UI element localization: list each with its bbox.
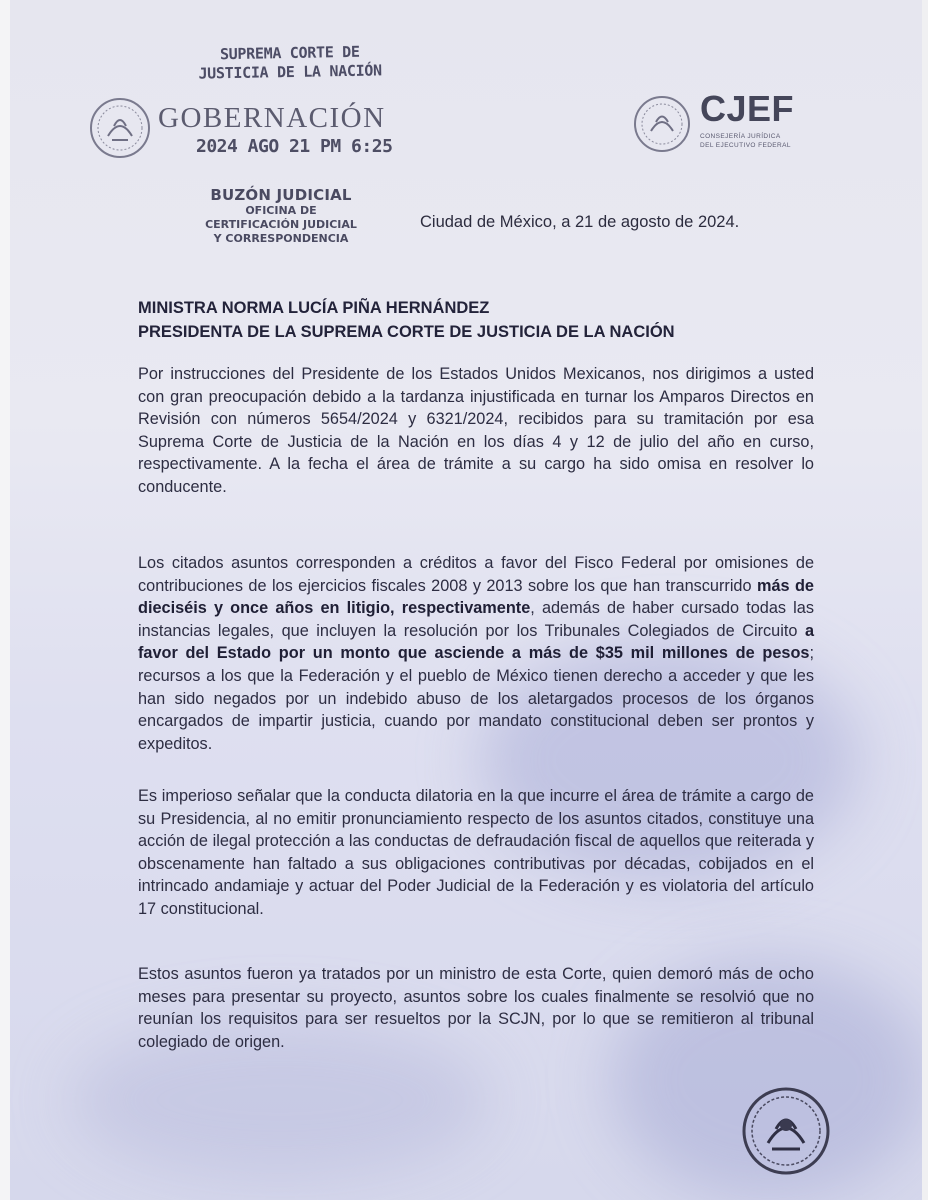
cjef-subtitle-line-2: DEL EJECUTIVO FEDERAL xyxy=(700,142,791,149)
office-line-2: CERTIFICACIÓN JUDICIAL xyxy=(205,218,357,231)
agency-name: GOBERNACIÓN xyxy=(158,102,386,134)
cjef-logo: CJEF xyxy=(700,88,795,129)
paragraph-3: Es imperioso señalar que la conducta dilatoria en la que incurre el área de trámite a cargo de su Presidencia, al no emitir pronunciamiento respecto de los asuntos citados, constituye una acción de ilegal protección a las conductas de defraudación fiscal de aquellos que reiterada y obscenamente han faltado a sus obligaciones contributivas por décadas, cobijados en el intrincado andamiaje y actuar del Poder Judicial de la Federación y es violatoria del artículo 17 constitucional. xyxy=(138,787,814,918)
image-border-left xyxy=(0,0,10,1200)
paragraph-1: Por instrucciones del Presidente de los Estados Unidos Mexicanos, nos dirigimos a usted con gran preocupación debido a la tardanza injustificada en turnar los Amparos Directos en Revisión con números 5654/2024 y 6321/2024, recibidos para su tramitación por esa Suprema Corte de Justicia de la Nación en los días 4 y 12 de julio del año en curso, respectivamente. A la fecha el área de trámite a su cargo ha sido omisa en resolver lo conducente. xyxy=(138,365,814,496)
paragraph-2-emphasis: a favor del Estado por un monto que asciende a más de $35 mil millones de pesos xyxy=(138,621,814,663)
paragraph-2-text: , además de haber cursado todas las instancias legales, que incluyen la resolución por los Tribunales Colegiados de Circuito xyxy=(138,599,814,640)
stamp-date: 2024 AGO 21 PM 6:25 xyxy=(196,136,393,157)
stamp-line-1: SUPREMA CORTE DE xyxy=(219,42,360,64)
mexico-coat-of-arms-icon xyxy=(740,1085,832,1177)
office-line-3: Y CORRESPONDENCIA xyxy=(213,232,349,245)
cjef-seal-icon xyxy=(632,94,692,154)
paragraph-2-emphasis: más de dieciséis y once años en litigio, respectivamente xyxy=(138,576,814,618)
addressee-name: MINISTRA NORMA LUCÍA PIÑA HERNÁNDEZ xyxy=(138,299,490,317)
stamp-line-2: JUSTICIA DE LA NACIÓN xyxy=(198,61,382,83)
paragraph-2-text: Los citados asuntos corresponden a créditos a favor del Fisco Federal por omisiones de contribuciones de los ejercicios fiscales 2008 y 2013 sobre los que han transcurrido xyxy=(138,554,814,595)
cjef-subtitle-line-1: CONSEJERÍA JURÍDICA xyxy=(700,133,781,140)
letter-date: Ciudad de México, a 21 de agosto de 2024. xyxy=(420,213,740,231)
cjef-subtitle xyxy=(700,132,840,150)
document-page xyxy=(10,0,922,1200)
buzon-title: BUZÓN JUDICIAL xyxy=(210,186,352,204)
image-border-right xyxy=(922,0,928,1200)
reception-stamp xyxy=(195,42,386,83)
paragraph-2 xyxy=(138,552,814,755)
addressee xyxy=(138,296,675,344)
paragraph-2-text: ; recursos a los que la Federación y el pueblo de México tienen derecho a acceder y que les han sido negados por un indebido abuso de los aletargados procesos de los órganos encargados de impartir justicia, cuando por mandato constitucional deben ser prontos y expeditos. xyxy=(138,644,814,753)
mexico-coat-of-arms-icon xyxy=(88,96,152,160)
buzon-judicial-stamp xyxy=(186,186,376,246)
addressee-title: PRESIDENTA DE LA SUPREMA CORTE DE JUSTICIA DE LA NACIÓN xyxy=(138,323,675,341)
office-line-1: OFICINA DE xyxy=(245,204,317,217)
paragraph-4: Estos asuntos fueron ya tratados por un ministro de esta Corte, quien demoró más de ocho meses para presentar su proyecto, asuntos sobre los cuales finalmente se resolvió que no reunían los requisitos para ser resueltos por la SCJN, por lo que se remitieron al tribunal colegiado de origen. xyxy=(138,965,814,1051)
